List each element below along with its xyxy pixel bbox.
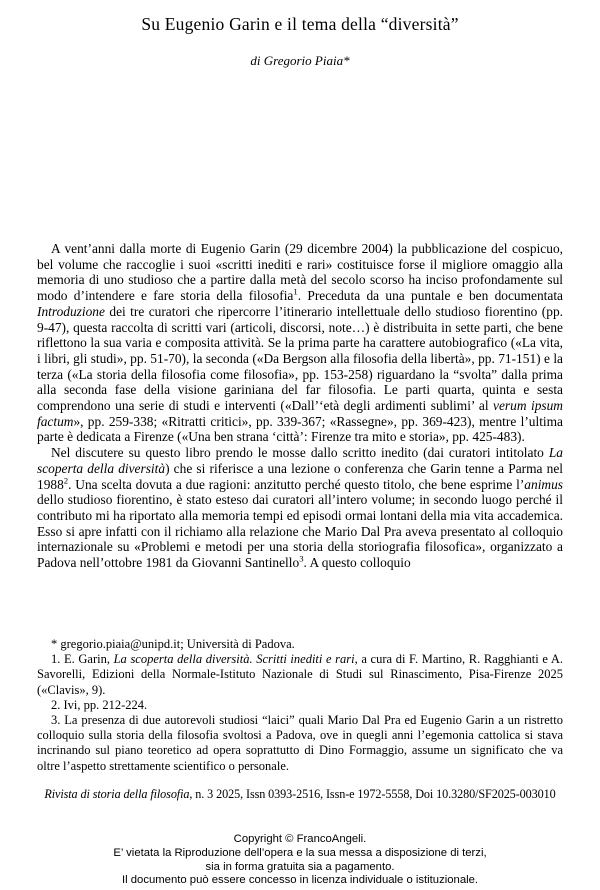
text-run: . Preceduta da una puntale e ben documentata [297,288,563,304]
footnote-ref: 3 [299,553,304,564]
footnote [37,713,563,774]
journal-citation-line [0,787,600,802]
text-run: . A questo colloquio [303,555,411,571]
text-run: animus [524,476,563,492]
copyright-line: E’ vietata la Riproduzione dell’opera e la sua messa a disposizione di terzi, [113,846,487,859]
text-run: , a cura di F. Martino, R. Ragghianti e A. Savorelli, Edizioni della Normale-Istituto Nazionale di Studi sul Rinascimento, Pisa-Firenze 2025 («Clavis», 9). [37,652,563,697]
text-run: La scoperta della diversità [37,445,563,476]
text-run: dello studioso fiorentino, è stato esteso dai curatori all’intero volume; in secondo luogo perché il contributo mi ha riportato alla memoria tempi ed episodi ormai lontani della mia vita accademica. Esso si apre infatti con il richiamo alla relazione che Mario Dal Pra aveva presentato al colloquio internazionale su «Problemi e metodi per una storia della storiografia filosofica», organizzato a Padova nell’ottobre 1981 da Giovanni Santinello [37,492,563,571]
article-body [37,241,563,571]
text-run: ) che si riferisce a una lezione o conferenza che Garin tenne a Parma nel 1988 [37,460,563,492]
text-run: Rivista di storia della filosofia [44,787,190,801]
text-run: La scoperta della diversità. Scritti inediti e rari [113,652,355,667]
text-run: * gregorio.piaia@unipd.it; Università di Padova. [51,637,295,651]
article-byline: di Gregorio Piaia* [250,53,350,68]
footnote-ref: 2 [63,475,69,486]
footnotes-section [37,637,563,774]
text-run: dei tre curatori che ripercorre l’itinerario intellettuale dello studioso fiorentino (pp. 9-47), questa raccolta di scritti vari (articoli, discorsi, note…) è distribuita in sette parti, che bene riflettono la sua varia e composita attività. Se la prima parte ha carattere autobiografico («La vita, i libri, gli studi», pp. 51-70), la seconda («Da Bergson alla filosofia della libertà», pp. 71-151) e la terza («La storia della filosofia come filosofia», pp. 153-258) riguardano la “svolta” dalla prima alla seconda fase della visione gariniana del far filosofia. Le parti quarta, quinta e sesta comprendono una serie di studi e interventi («Dall’‘età degli ardimenti sublimi’ al [37,303,563,414]
text-run: , n. 3 2025, Issn 0393-2516, Issn-e 1972-5558, Doi 10.3280/SF2025-003010 [189,787,556,801]
footnote [37,637,563,652]
footnote [37,652,563,698]
text-run: », pp. 259-338; «Ritratti critici», pp. 339-367; «Rassegne», pp. 369-423), mentre l’ultima parte è dedicata a Firenze («Una ben strana ‘città’: Firenze tra mito e storia», pp. 425-483). [37,413,563,445]
text-run: 2. Ivi, pp. 212-224. [51,697,148,712]
article-title: Su Eugenio Garin e il tema della “diversità” [141,14,459,34]
text-run: . Una scelta dovuta a due ragioni: anzitutto perché questo titolo, che bene esprime l’ [68,476,525,492]
body-paragraph [37,241,563,445]
copyright-notice [0,833,600,888]
copyright-line: Copyright © FrancoAngeli. [233,833,367,845]
footnote-ref: 1 [293,286,298,297]
copyright-line: Il documento può essere concesso in licenza individuale o istituzionale. [121,874,479,887]
text-run: 3. La presenza di due autorevoli studiosi “laici” quali Mario Dal Pra ed Eugenio Garin a un ristretto colloquio sulla storia della filosofia svoltosi a Padova, ove in quegli anni l’egemonia cattolica si stava incrinando sul piano teoretico ad opera soprattutto di Dino Formaggio, assume un significato che va oltre l’aspetto strettamente scientifico o personale. [37,713,563,773]
text-run: verum ipsum factum [37,398,563,429]
text-run: A vent’anni dalla morte di Eugenio Garin (29 dicembre 2004) la pubblicazione del cospicuo, bel volume che raccoglie i suoi «scritti inediti e rari» costituisce forse il migliore omaggio alla memoria di uno studioso che a partire dalla metà del secolo scorso ha inciso profondamente sul modo d’intendere e fare storia della filosofia [37,241,563,304]
text-run: 1. E. Garin, [51,652,114,667]
footnote [37,698,563,713]
copyright-line: sia in forma gratuita sia a pagamento. [205,860,395,873]
text-run: Nel discutere su questo libro prendo le mosse dallo scritto inedito (dai curatori intitolato [51,445,549,461]
text-run: Introduzione [37,303,105,319]
body-paragraph [37,445,563,571]
